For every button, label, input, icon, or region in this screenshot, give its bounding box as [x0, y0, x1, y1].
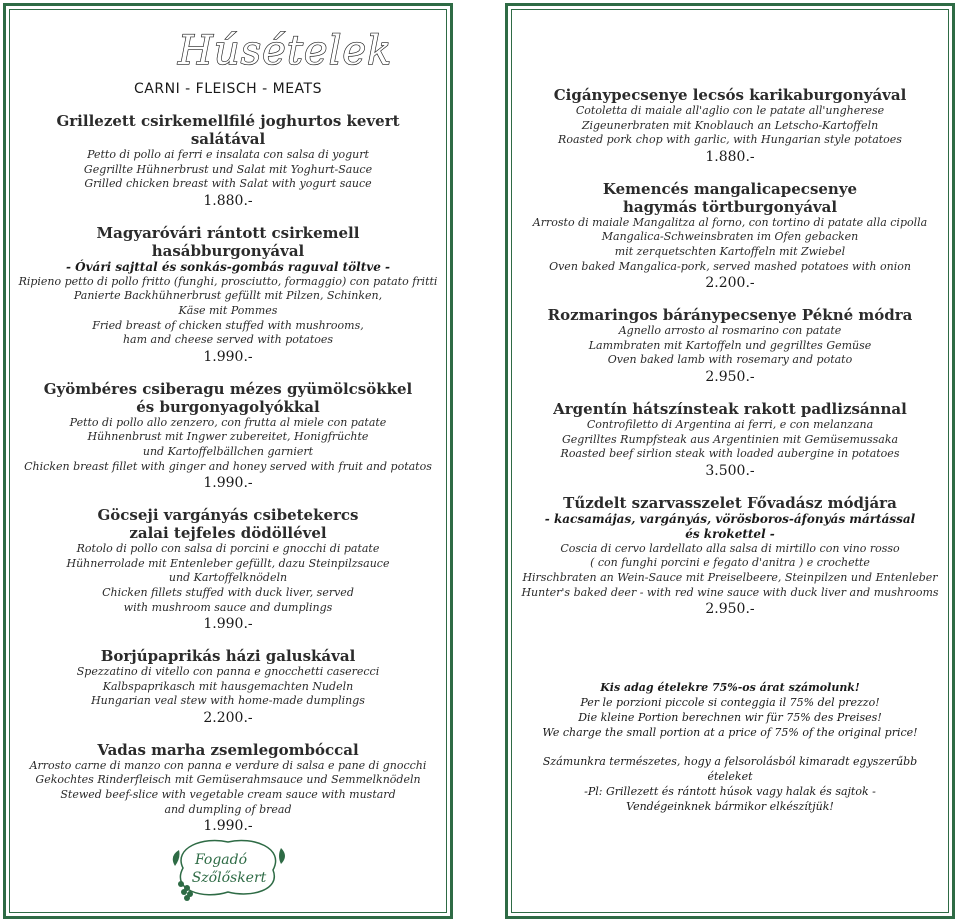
menu-item: [18, 741, 438, 835]
note-line: -Pl: Grillezett és rántott húsok vagy halak és sajtok -: [584, 785, 876, 799]
note-line: Per le porzioni piccole si conteggia il 75% del prezzo!: [580, 696, 880, 710]
logo-line-2: Szőlőskert: [191, 870, 267, 886]
dish-description-line: Controfiletto di Argentina ai ferri, e con melanzana: [586, 417, 874, 431]
dish-description-line: Coscia di cervo lardellato alla salsa di mirtillo con vino rosso: [560, 541, 900, 555]
dish-description-line: Hühnenbrust mit Ingwer zubereitet, Honigfrüchte: [87, 430, 369, 444]
dish-description-line: mit zerquetschten Kartoffeln mit Zwiebel: [614, 244, 846, 258]
dish-subtitle: - Óvári sajttal és sonkás-gombás raguval töltve -: [65, 259, 391, 274]
dish-name: Grillezett csirkemellfilé joghurtos kevert salátával: [56, 112, 400, 148]
dish-description-line: Oven baked Mangalica-pork, served mashed potatoes with onion: [549, 259, 911, 273]
restaurant-logo: [163, 828, 293, 906]
dish-description-line: with mushroom sauce and dumplings: [123, 600, 333, 614]
dish-name: Magyaróvári rántott csirkemell hasábburgonyával: [96, 223, 360, 260]
dish-price: 2.950.-: [705, 368, 755, 385]
menu-item: [520, 494, 940, 618]
logo-line-1: Fogadó: [194, 852, 248, 868]
menu-item: [18, 112, 438, 210]
menu-notes: [520, 680, 940, 814]
small-portion-translations: [520, 695, 940, 740]
dish-name: Vadas marha zsemlegombóccal: [97, 740, 359, 759]
dish-name: Göcseji vargányás csibetekercs: [97, 506, 359, 525]
dish-price: 3.500.-: [705, 462, 755, 479]
dish-subtitle: és krokettel -: [685, 526, 775, 541]
menu-item: [520, 86, 940, 166]
dish-price: 1.990.-: [203, 475, 253, 492]
dish-description-line: Mangalica-Schweinsbraten im Ofen gebacken: [601, 230, 859, 244]
dish-price: 2.200.-: [705, 275, 755, 292]
dish-description-line: ham and cheese served with potatoes: [122, 333, 334, 347]
note-line: We charge the small portion at a price of 75% of the original price!: [542, 726, 918, 740]
dish-price: 1.990.-: [203, 616, 253, 633]
dish-description-line: und Kartoffelknödeln: [168, 571, 288, 585]
dish-name-continued: zalai tejfeles dödöllével: [129, 524, 327, 543]
right-menu-content: [520, 68, 940, 814]
menu-item: [520, 306, 940, 386]
dish-description-line: Ripieno petto di pollo fritto (funghi, prosciutto, formaggio) con patato fritti: [18, 274, 438, 288]
dish-name: Gyömbéres csiberagu mézes gyümölcsökkel: [43, 379, 413, 398]
dish-name: Cigánypecsenye lecsós karikaburgonyával: [553, 86, 907, 104]
dish-description-line: ( con funghi porcini e fegato d'anitra ) e crochette: [590, 556, 870, 570]
dish-description-line: Gekochtes Rinderfleisch mit Gemüserahmsauce und Semmelknödeln: [35, 773, 421, 787]
dish-description-line: Arrosto di maiale Mangalitza al forno, con tortino di patate alla cipolla: [532, 215, 928, 229]
menu-item: [18, 380, 438, 492]
dish-description-line: Spezzatino di vitello con panna e gnocchetti caserecci: [76, 665, 380, 679]
dish-name-continued: és burgonyagolyókkal: [136, 397, 320, 416]
dish-description-line: and dumpling of bread: [164, 802, 292, 816]
dish-description-line: Roasted pork chop with garlic, with Hungarian style potatoes: [558, 133, 902, 147]
dish-name: Rozmaringos báránypecsenye Pékné módra: [547, 306, 913, 325]
dish-description-line: Lammbraten mit Kartoffeln und gegrilltes Gemüse: [588, 338, 872, 352]
dish-description-line: Roasted beef sirlion steak with loaded aubergine in potatoes: [560, 447, 900, 461]
left-menu-panel: [3, 3, 453, 919]
dish-name-continued: hagymás törtburgonyával: [622, 197, 838, 216]
dish-price: 1.990.-: [203, 348, 253, 365]
dish-description-line: Rotolo di pollo con salsa di porcini e gnocchi di patate: [76, 542, 380, 556]
note-line: Die kleine Portion berechnen wir für 75% des Preises!: [578, 711, 882, 725]
dish-description-line: Cotoletta di maiale all'aglio con le patate all'ungherese: [575, 104, 885, 117]
extra-dishes-note: [520, 754, 940, 814]
dish-description-line: Petto di pollo allo zenzero, con frutta al miele con patate: [69, 415, 387, 429]
dish-description-line: Agnello arrosto al rosmarino con patate: [618, 324, 842, 338]
note-line: Számunkra természetes, hogy a felsorolásból kimaradt egyszerűbb ételeket: [542, 755, 918, 784]
dish-description-line: Gegrilltes Rumpfsteak aus Argentinien mit Gemüsemussaka: [561, 432, 899, 446]
dish-description-line: Petto di pollo ai ferri e insalata con salsa di yogurt: [87, 148, 369, 161]
dish-description-line: und Kartoffelbällchen garniert: [142, 444, 314, 458]
menu-item: [18, 506, 438, 633]
note-line: Vendégeinknek bármikor elkészítjük!: [626, 800, 834, 814]
dish-description-line: Zigeunerbraten mit Knoblauch an Letscho-Kartoffeln: [581, 118, 879, 132]
dish-description-line: Käse mit Pommes: [178, 303, 278, 317]
dish-description-line: Gegrillte Hühnerbrust und Salat mit Yoghurt-Sauce: [83, 162, 373, 176]
dish-description-line: Hühnerrolade mit Entenleber gefüllt, dazu Steinpilzsauce: [66, 556, 390, 570]
dish-name: Argentín hátszínsteak rakott padlizsánnal: [553, 399, 907, 418]
dish-description-line: Kalbspaprikasch mit hausgemachten Nudeln: [102, 679, 354, 693]
menu-title: Húsételek: [178, 28, 393, 74]
dish-price: 2.950.-: [705, 601, 755, 618]
menu-subtitle: CARNI - FLEISCH - MEATS: [134, 81, 322, 97]
dish-subtitle: - kacsamájas, vargányás, vörösboros-áfonyás mártással: [544, 511, 916, 526]
dish-description-line: Grilled chicken breast with Salat with yogurt sauce: [84, 177, 372, 191]
dish-name: Tűzdelt szarvasszelet Fővadász módjára: [563, 493, 897, 512]
dish-price: 1.990.-: [203, 818, 253, 835]
dish-description-line: Hirschbraten an Wein-Sauce mit Preiselbeere, Steinpilzen und Entenleber: [522, 570, 938, 584]
dish-description-line: Oven baked lamb with rosemary and potato: [607, 353, 853, 367]
dish-name: Borjúpaprikás házi galuskával: [100, 647, 356, 666]
menu-item: [520, 180, 940, 292]
dish-description-line: Chicken fillets stuffed with duck liver, served: [102, 585, 354, 599]
dish-description-line: Panierte Backhühnerbrust gefüllt mit Pilzen, Schinken,: [73, 289, 383, 303]
dish-description-line: Stewed beef-slice with vegetable cream sauce with mustard: [60, 788, 396, 802]
dish-description-line: Arrosto carne di manzo con panna e verdure di salsa e pane di gnocchi: [29, 758, 427, 772]
right-dish-list: [520, 86, 940, 618]
dish-price: 1.880.-: [203, 192, 253, 209]
menu-item: [520, 400, 940, 480]
left-dish-list: [18, 112, 438, 835]
menu-item: [18, 647, 438, 727]
small-portion-note: Kis adag ételekre 75%-os árat számolunk!: [600, 681, 860, 695]
dish-price: 2.200.-: [203, 709, 253, 726]
dish-description-line: Hunter's baked deer - with red wine sauce with duck liver and mushrooms: [521, 585, 939, 599]
dish-name: Kemencés mangalicapecsenye: [602, 179, 858, 198]
left-menu-content: [18, 6, 438, 835]
dish-description-line: Chicken breast fillet with ginger and honey served with fruit and potatos: [24, 459, 432, 473]
dish-description-line: Hungarian veal stew with home-made dumplings: [91, 694, 365, 708]
dish-description-line: Fried breast of chicken stuffed with mushrooms,: [92, 318, 364, 332]
right-menu-panel: [505, 3, 955, 919]
dish-price: 1.880.-: [705, 148, 755, 165]
menu-item: [18, 224, 438, 366]
